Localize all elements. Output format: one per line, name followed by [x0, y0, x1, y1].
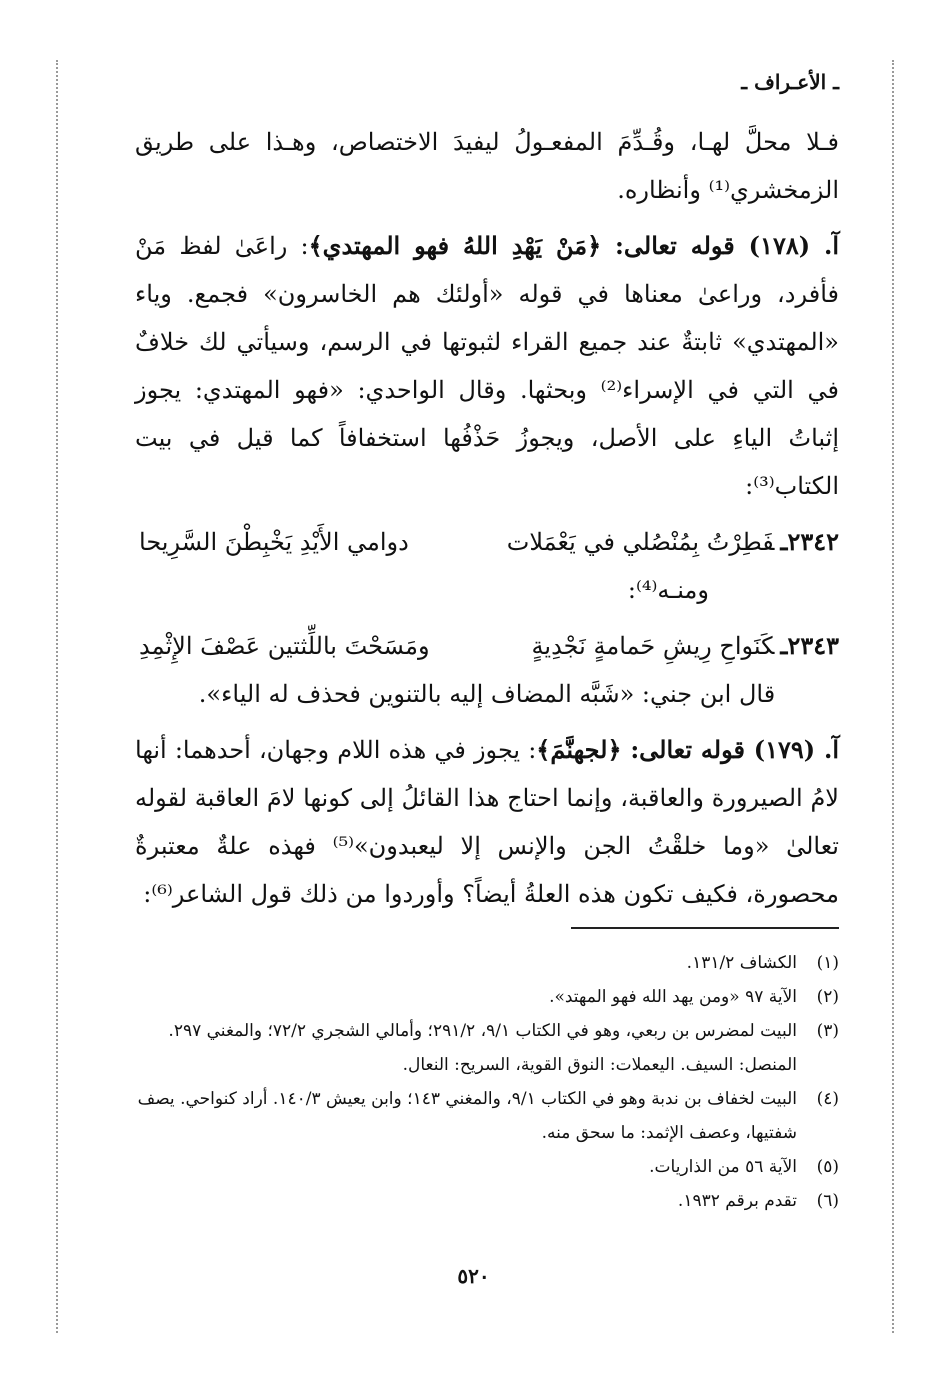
- ibn-jinni-quote: قال ابن جني: «شَبَّه المضاف إليه بالتنوين فحذف له الياء».: [198, 680, 776, 708]
- poem-verse-2343: [139, 622, 839, 670]
- verse-2342-first-hemistich: ٢٣٤٢ـفَطِرْتُ بِمُنْصُلي في يَعْمَلات: [506, 527, 839, 556]
- verse-2342-number: ٢٣٤٢ـ: [780, 527, 839, 556]
- paragraph-178: [135, 222, 839, 510]
- footnotes: [135, 946, 839, 1218]
- verse-ref-179: آ. (١٧٩) قوله تعالى: ﴿لجهنَّمَ﴾: [536, 735, 839, 764]
- verse-2343-number: ٢٣٤٣ـ: [780, 631, 839, 660]
- main-text: [135, 118, 839, 926]
- page-number: ٥٢٠: [457, 1264, 490, 1288]
- footnote-number: (٥): [816, 1157, 839, 1177]
- footnote-1: [135, 946, 839, 980]
- footnote-text: الكشاف ١٣١/٢.: [686, 953, 797, 973]
- line-minhu: ومنـه⁽⁴⁾:: [627, 576, 709, 604]
- footnote-number: (٣): [816, 1021, 839, 1041]
- verse-ref-178: آ. (١٧٨) قوله تعالى: ﴿مَنْ يَهْدِ اللهُ فهو المهتدي﴾: [308, 231, 840, 260]
- poem-verse-2342: [139, 518, 839, 566]
- footnote-text: البيت لمضرس بن ربعي، وهو في الكتاب ٩/١، ٢٩١/٢؛ وأمالي الشجري ٧٢/٢؛ والمغني ٢٩٧. المنصل: السيف. اليعملات: النوق القوية، السريح: النعال.: [168, 1021, 797, 1075]
- paragraph-178-body: : راعَىٰ لفظ مَنْ فأفرد، وراعىٰ معناها في قوله «أولئك هم الخاسرون» فجمع. وياء «المهتدي» ثابتةٌ عند جميع القراء لثبوتها في الرسم، وسيأتي لك خلافٌ في التي في الإسراء⁽²⁾ وبحثها. وقال الواحدي: «فهو المهتدي: يجوز إثباتُ الياءِ على الأصل، ويجوزُ حَذْفُها استخفافاً كما قيل في بيت الكتاب⁽³⁾:: [135, 232, 840, 500]
- footnote-text: تقدم برقم ١٩٣٢.: [677, 1191, 797, 1211]
- running-header: ـ الأعـراف ـ: [741, 70, 839, 94]
- paragraph-1: فـلا محلَّ لهـا، وقُـدِّمَ المفعـولُ ليفيدَ الاختصاص، وهـذا على طريق الزمخشري⁽¹⁾ وأنظاره.: [135, 128, 839, 204]
- footnote-number: (٢): [816, 987, 839, 1007]
- paragraph-179: [135, 726, 839, 918]
- verse-2343-first-hemistich: ٢٣٤٣ـكَنَواحِ رِيشِ حَمامةٍ نَجْدِيةٍ: [531, 631, 839, 660]
- footnote-text: الآية ٩٧ «ومن يهد الله فهو المهتد».: [549, 987, 797, 1007]
- footnote-text: الآية ٥٦ من الذاريات.: [649, 1157, 797, 1177]
- verse-2342-second-hemistich: دوامي الأَيْدِ يَخْبِطْنَ السَّرِيحا: [139, 528, 409, 556]
- footnote-separator: [571, 927, 839, 929]
- footnote-6: [135, 1184, 839, 1218]
- footnote-number: (١): [816, 953, 839, 973]
- verse-2343-second-hemistich: ومَسَحْتَ باللِّثتين عَصْفَ الإِثْمِدِ: [139, 632, 430, 660]
- footnote-number: (٤): [816, 1089, 839, 1109]
- margin-guide-left: [56, 60, 58, 1333]
- footnote-2: [135, 980, 839, 1014]
- footnote-number: (٦): [816, 1191, 839, 1211]
- footnote-text: البيت لخفاف بن ندبة وهو في الكتاب ٩/١، والمغني ١٤٣؛ وابن يعيش ١٤٠/٣. أراد كنواحي. يصف شفتيها، وعصف الإثمد: ما سحق منه.: [137, 1089, 797, 1143]
- footnote-5: [135, 1150, 839, 1184]
- margin-guide-right: [892, 60, 894, 1333]
- paragraph-179-body: : يجوز في هذه اللام وجهان، أحدهما: أنها لامُ الصيرورة والعاقبة، وإنما احتاج هذا القائلُ إلى كونها لامَ العاقبة لقوله تعالىٰ «وما خلقْتُ الجن والإنس إلا ليعبدون»⁽⁵⁾ فهذه علةٌ معتبرةٌ محصورة، فكيف تكون هذه العلةُ أيضاً؟ وأوردوا من ذلك قول الشاعر⁽⁶⁾:: [135, 736, 839, 908]
- footnote-3: [135, 1014, 839, 1082]
- footnote-4: [135, 1082, 839, 1150]
